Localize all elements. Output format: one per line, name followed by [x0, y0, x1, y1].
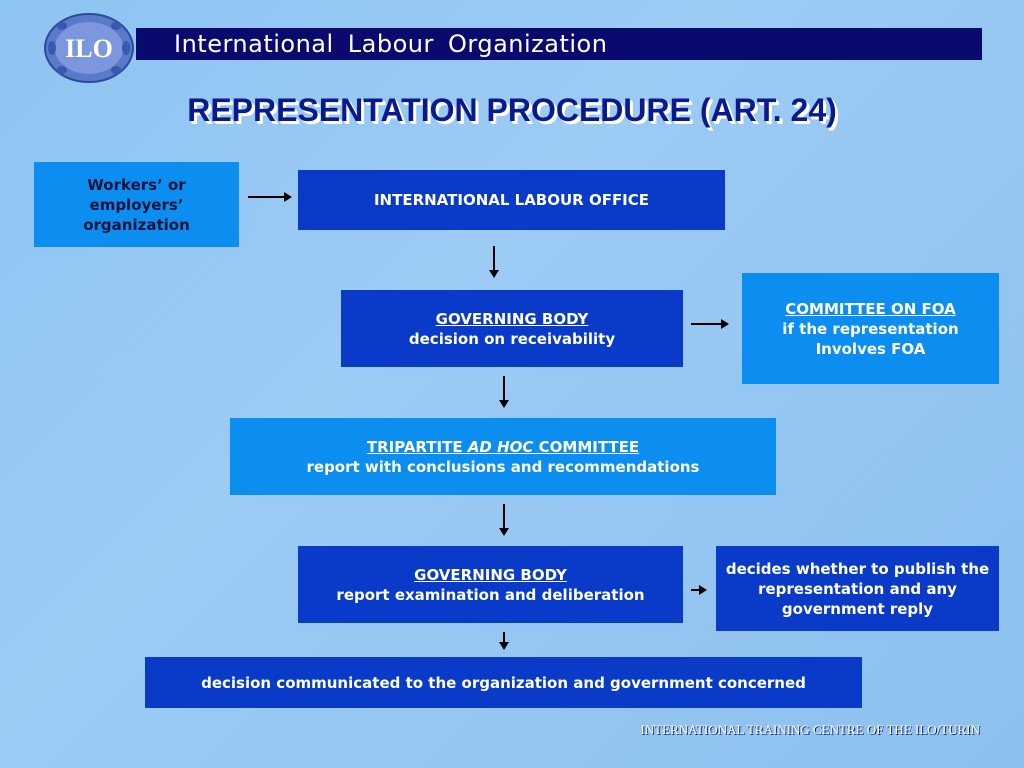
workers-employers-box	[34, 162, 239, 247]
tripartite-heading-pre: TRIPARTITE	[366, 437, 468, 456]
workers-employers-text: Workers’ or employers’ organization	[83, 175, 190, 234]
cfa-line1: if the representation	[782, 319, 959, 338]
arrow-gb2-to-final	[503, 632, 505, 648]
tripartite-text: report with conclusions and recommendations	[306, 457, 700, 476]
final-decision-box	[145, 657, 862, 708]
gb2-text: report examination and deliberation	[336, 585, 645, 604]
final-text: decision communicated to the organization and government concerned	[201, 673, 806, 692]
ilo-office-box	[298, 170, 725, 230]
footer-credit: INTERNATIONAL TRAINING CENTRE OF THE ILO/TURIN	[640, 722, 980, 737]
ilo-office-text: INTERNATIONAL LABOUR OFFICE	[373, 191, 650, 209]
tripartite-committee-box	[230, 418, 776, 495]
arrow-office-to-gb1	[493, 246, 495, 276]
organization-name: International Labour Organization	[174, 30, 608, 58]
gb2-heading: GOVERNING BODY	[414, 565, 567, 584]
arrow-gb2-to-publish	[691, 589, 705, 591]
ilo-logo	[42, 12, 136, 84]
cfa-line2: Involves FOA	[815, 339, 926, 358]
logo-text: ILO	[65, 34, 113, 63]
organization-banner	[136, 28, 982, 60]
committee-foa-box	[742, 273, 999, 384]
publish-text: decides whether to publish the representation and any government reply	[725, 559, 990, 618]
gb1-text: decision on receivability	[408, 329, 616, 348]
publish-decision-box	[716, 546, 999, 631]
governing-body-deliberation-box	[298, 546, 683, 623]
tripartite-heading-em: AD HOC	[467, 437, 534, 456]
governing-body-receivability-box	[341, 290, 683, 367]
arrow-workers-to-office	[248, 196, 290, 198]
arrow-tripartite-to-gb2	[503, 504, 505, 534]
page-title: REPRESENTATION PROCEDURE (ART. 24)	[187, 92, 837, 128]
arrow-gb1-to-cfa	[691, 323, 727, 325]
gb1-heading: GOVERNING BODY	[435, 309, 589, 328]
cfa-heading: COMMITTEE ON FOA	[785, 299, 956, 318]
tripartite-heading	[367, 437, 639, 457]
arrow-gb1-to-tripartite	[503, 376, 505, 406]
tripartite-heading-post: COMMITTEE	[533, 437, 640, 456]
